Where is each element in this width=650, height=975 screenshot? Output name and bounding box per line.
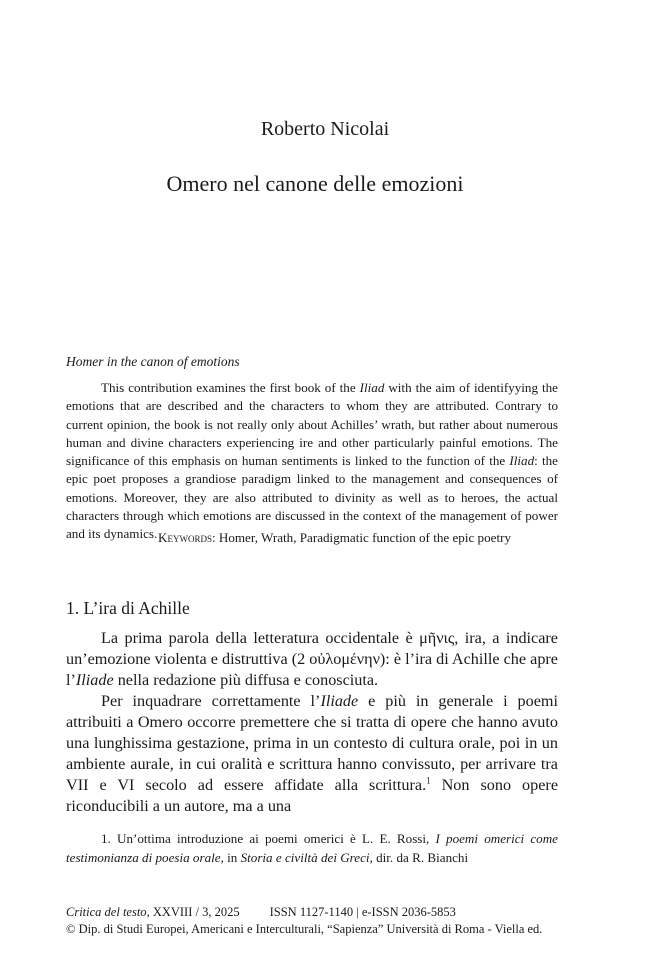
keywords-list: Homer, Wrath, Paradigmatic function of the epic poetry <box>215 530 511 545</box>
body-text <box>66 628 558 817</box>
footer-line-1: Critica del testo, XXVIII / 3, 2025 ISSN 1127-1140 | e-ISSN 2036-5853 <box>66 905 456 919</box>
journal-name: Critica del testo <box>66 905 147 919</box>
footnote-ref: 1 <box>426 775 431 786</box>
page-footer <box>66 904 586 938</box>
section-heading: 1. L’ira di Achille <box>66 598 190 618</box>
abstract-text: This contribution examines the first book of the Iliad with the aim of identifyying the emotions that are described and the characters to whom they are attributed. Contrary to current opinion, the book is not really only about Achilles’ wrath, but rather about numerous human and divine characters experiencing ire and other particularly painful emotions. The significance of this emphasis on human sentiments is linked to the function of the Iliad: the epic poet proposes a grandiose paradigm linked to the management and consequences of emotions. Moreover, they are also attributed to divinity as well as to heroes, the actual characters through which emotions are discussed in the context of the management of power and its dynamics. <box>66 380 558 542</box>
abstract-heading: Homer in the canon of emotions <box>66 354 240 369</box>
keywords-label: Keywords: <box>158 530 216 545</box>
footnote-1: 1. Un’ottima introduzione ai poemi omerici è L. E. Rossi, I poemi omerici come testimonianza di poesia orale, in Storia e civiltà dei Greci, dir. da R. Bianchi <box>66 831 558 865</box>
footer-copyright: © Dip. di Studi Europei, Americani e Interculturali, “Sapienza” Università di Roma - Viella ed. <box>66 922 543 936</box>
paragraph-1: La prima parola della letteratura occidentale è μῆνις, ira, a indicare un’emozione violenta e distruttiva (2 οὐλομένην): è l’ira di Achille che apre l’Iliade nella redazione più diffusa e conosciuta. <box>66 629 558 689</box>
article-title: Omero nel canone delle emozioni <box>166 171 464 196</box>
issn: ISSN 1127-1140 | e-ISSN 2036-5853 <box>269 905 456 919</box>
paragraph-2: Per inquadrare correttamente l’Iliade e più in generale i poemi attribuiti a Omero occorre premettere che si tratta di opere che hanno avuto una lunghissima gestazione, prima in un contesto di cultura orale, poi in un ambiente aurale, in cui oralità e scrittura hanno convissuto, per arrivare tra VII e VI secolo ad essere affidate alla scrittura.$^1$ Non sono opere riconducibili a un autore, ma a una <box>66 692 559 815</box>
keywords <box>158 530 511 546</box>
author-name: Roberto Nicolai <box>260 118 390 140</box>
